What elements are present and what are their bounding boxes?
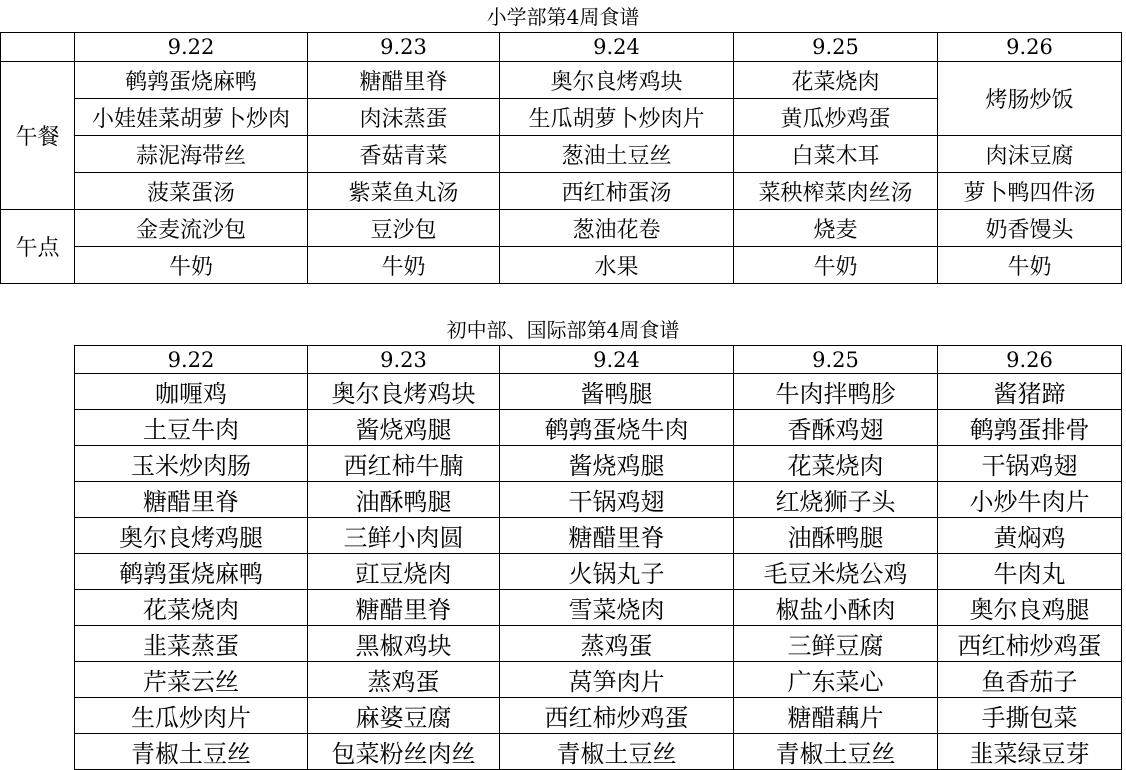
snack-label: 午点 (1, 210, 75, 284)
dish-cell: 豆沙包 (308, 210, 500, 247)
dish-cell: 麻婆豆腐 (308, 698, 500, 734)
dish-cell: 牛奶 (734, 247, 938, 284)
date-header: 9.23 (308, 346, 500, 374)
menu-row (75, 554, 1122, 590)
dish-cell: 菜秧榨菜肉丝汤 (734, 173, 938, 210)
dish-cell: 鹌鹑蛋烧麻鸭 (75, 62, 308, 99)
dish-cell: 糖醋里脊 (308, 62, 500, 99)
dish-cell: 奥尔良烤鸡块 (308, 374, 500, 410)
dish-cell: 蒜泥海带丝 (75, 136, 308, 173)
dish-cell: 手撕包菜 (938, 698, 1122, 734)
dish-cell: 干锅鸡翅 (938, 446, 1122, 482)
dish-cell: 鹌鹑蛋排骨 (938, 410, 1122, 446)
dish-cell: 生瓜胡萝卜炒肉片 (500, 99, 734, 136)
secondary-menu-title: 初中部、国际部第4周食谱 (446, 318, 680, 342)
dish-cell: 西红柿蛋汤 (500, 173, 734, 210)
dish-cell: 油酥鸭腿 (734, 518, 938, 554)
date-header-row (1, 33, 1122, 62)
dish-cell: 牛肉拌鸭胗 (734, 374, 938, 410)
dish-cell: 酱烧鸡腿 (500, 446, 734, 482)
dish-cell: 西红柿炒鸡蛋 (938, 626, 1122, 662)
dish-cell: 花菜烧肉 (734, 446, 938, 482)
date-header: 9.24 (500, 33, 734, 62)
date-header: 9.25 (734, 346, 938, 374)
dish-cell: 烤肠炒饭 (938, 62, 1122, 136)
date-header: 9.25 (734, 33, 938, 62)
dish-cell: 青椒土豆丝 (500, 734, 734, 770)
dish-cell: 咖喱鸡 (75, 374, 308, 410)
lunch-row (1, 62, 1122, 99)
dish-cell: 包菜粉丝肉丝 (308, 734, 500, 770)
dish-cell: 鹌鹑蛋烧牛肉 (500, 410, 734, 446)
dish-cell: 青椒土豆丝 (734, 734, 938, 770)
primary-menu-table (0, 32, 1122, 284)
dish-cell: 奥尔良鸡腿 (938, 590, 1122, 626)
dish-cell: 鱼香茄子 (938, 662, 1122, 698)
date-header: 9.23 (308, 33, 500, 62)
menu-row (75, 446, 1122, 482)
dish-cell: 奶香馒头 (938, 210, 1122, 247)
dish-cell: 牛奶 (308, 247, 500, 284)
menu-row (75, 698, 1122, 734)
dish-cell: 莴笋肉片 (500, 662, 734, 698)
date-header: 9.22 (75, 346, 308, 374)
dish-cell: 糖醋藕片 (734, 698, 938, 734)
dish-cell: 芹菜云丝 (75, 662, 308, 698)
dish-cell: 糖醋里脊 (308, 590, 500, 626)
dish-cell: 韭菜蒸蛋 (75, 626, 308, 662)
dish-cell: 水果 (500, 247, 734, 284)
dish-cell: 三鲜豆腐 (734, 626, 938, 662)
date-header: 9.26 (938, 33, 1122, 62)
date-header-row (75, 346, 1122, 374)
dish-cell: 黄瓜炒鸡蛋 (734, 99, 938, 136)
dish-cell: 肉沫蒸蛋 (308, 99, 500, 136)
menu-row (75, 626, 1122, 662)
dish-cell: 花菜烧肉 (75, 590, 308, 626)
dish-cell: 小炒牛肉片 (938, 482, 1122, 518)
dish-cell: 牛肉丸 (938, 554, 1122, 590)
dish-cell: 西红柿牛腩 (308, 446, 500, 482)
dish-cell: 豇豆烧肉 (308, 554, 500, 590)
dish-cell: 毛豆米烧公鸡 (734, 554, 938, 590)
date-header: 9.22 (75, 33, 308, 62)
menu-row (75, 410, 1122, 446)
dish-cell: 葱油花卷 (500, 210, 734, 247)
corner-cell (1, 33, 75, 62)
secondary-menu-table (74, 345, 1122, 770)
dish-cell: 三鲜小肉圆 (308, 518, 500, 554)
lunch-row (1, 136, 1122, 173)
dish-cell: 韭菜绿豆芽 (938, 734, 1122, 770)
primary-menu-title: 小学部第4周食谱 (486, 5, 640, 29)
dish-cell: 菠菜蛋汤 (75, 173, 308, 210)
dish-cell: 糖醋里脊 (75, 482, 308, 518)
dish-cell: 油酥鸭腿 (308, 482, 500, 518)
dish-cell: 肉沫豆腐 (938, 136, 1122, 173)
menu-row (75, 374, 1122, 410)
dish-cell: 紫菜鱼丸汤 (308, 173, 500, 210)
dish-cell: 萝卜鸭四件汤 (938, 173, 1122, 210)
dish-cell: 白菜木耳 (734, 136, 938, 173)
lunch-label: 午餐 (1, 62, 75, 210)
dish-cell: 红烧狮子头 (734, 482, 938, 518)
lunch-row (1, 173, 1122, 210)
dish-cell: 牛奶 (938, 247, 1122, 284)
dish-cell: 椒盐小酥肉 (734, 590, 938, 626)
dish-cell: 玉米炒肉肠 (75, 446, 308, 482)
dish-cell: 土豆牛肉 (75, 410, 308, 446)
menu-row (75, 662, 1122, 698)
snack-row (1, 210, 1122, 247)
dish-cell: 香酥鸡翅 (734, 410, 938, 446)
dish-cell: 西红柿炒鸡蛋 (500, 698, 734, 734)
snack-row (1, 247, 1122, 284)
dish-cell: 花菜烧肉 (734, 62, 938, 99)
dish-cell: 牛奶 (75, 247, 308, 284)
dish-cell: 黄焖鸡 (938, 518, 1122, 554)
date-header: 9.24 (500, 346, 734, 374)
menu-row (75, 590, 1122, 626)
dish-cell: 葱油土豆丝 (500, 136, 734, 173)
date-header: 9.26 (938, 346, 1122, 374)
dish-cell: 蒸鸡蛋 (500, 626, 734, 662)
dish-cell: 酱鸭腿 (500, 374, 734, 410)
dish-cell: 广东菜心 (734, 662, 938, 698)
menu-row (75, 734, 1122, 770)
dish-cell: 酱猪蹄 (938, 374, 1122, 410)
dish-cell: 生瓜炒肉片 (75, 698, 308, 734)
dish-cell: 香菇青菜 (308, 136, 500, 173)
dish-cell: 奥尔良烤鸡块 (500, 62, 734, 99)
dish-cell: 小娃娃菜胡萝卜炒肉 (75, 99, 308, 136)
dish-cell: 火锅丸子 (500, 554, 734, 590)
dish-cell: 黑椒鸡块 (308, 626, 500, 662)
dish-cell: 金麦流沙包 (75, 210, 308, 247)
menu-row (75, 482, 1122, 518)
dish-cell: 烧麦 (734, 210, 938, 247)
dish-cell: 糖醋里脊 (500, 518, 734, 554)
dish-cell: 奥尔良烤鸡腿 (75, 518, 308, 554)
dish-cell: 干锅鸡翅 (500, 482, 734, 518)
dish-cell: 青椒土豆丝 (75, 734, 308, 770)
dish-cell: 鹌鹑蛋烧麻鸭 (75, 554, 308, 590)
dish-cell: 酱烧鸡腿 (308, 410, 500, 446)
menu-row (75, 518, 1122, 554)
dish-cell: 雪菜烧肉 (500, 590, 734, 626)
dish-cell: 蒸鸡蛋 (308, 662, 500, 698)
